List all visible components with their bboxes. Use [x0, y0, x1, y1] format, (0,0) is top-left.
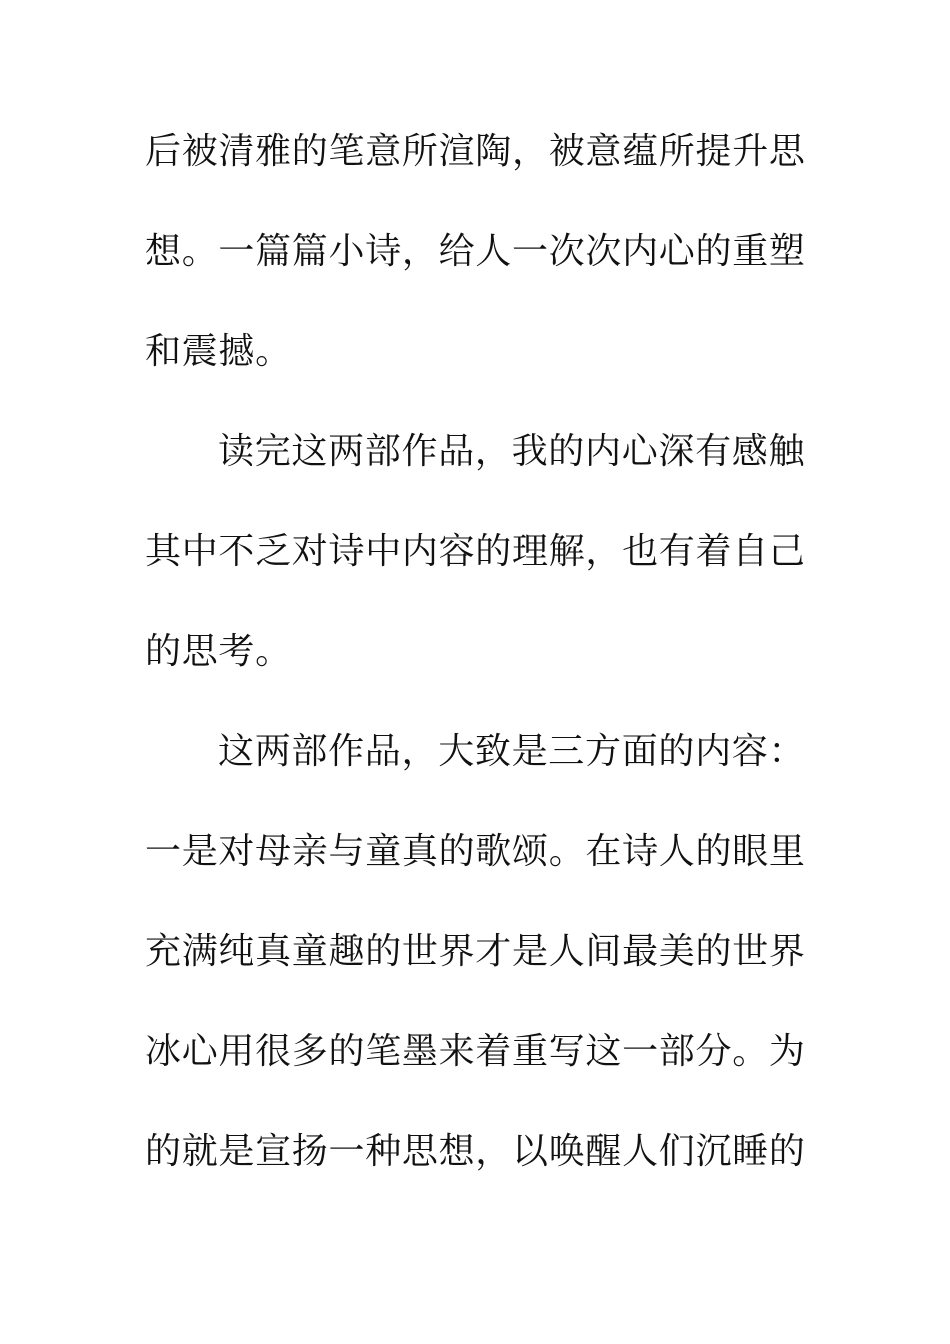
text-line: 后被清雅的笔意所渲陶，被意蕴所提升思	[145, 131, 806, 172]
text-line: 其中不乏对诗中内容的理解，也有着自己	[145, 531, 806, 572]
text-line: 冰心用很多的笔墨来着重写这一部分。为	[145, 1031, 806, 1072]
text-line: 充满纯真童趣的世界才是人间最美的世界	[145, 931, 806, 972]
text-line: 的就是宣扬一种思想，以唤醒人们沉睡的	[145, 1131, 806, 1172]
text-line: 一是对母亲与童真的歌颂。在诗人的眼里	[145, 831, 806, 872]
paragraph-start-line: 这两部作品，大致是三方面的内容：	[218, 731, 806, 772]
text-line: 的思考。	[145, 631, 292, 672]
paragraph-start-line: 读完这两部作品，我的内心深有感触	[218, 431, 806, 472]
text-line: 想。一篇篇小诗，给人一次次内心的重塑	[145, 231, 806, 272]
text-line: 和震撼。	[145, 331, 292, 372]
